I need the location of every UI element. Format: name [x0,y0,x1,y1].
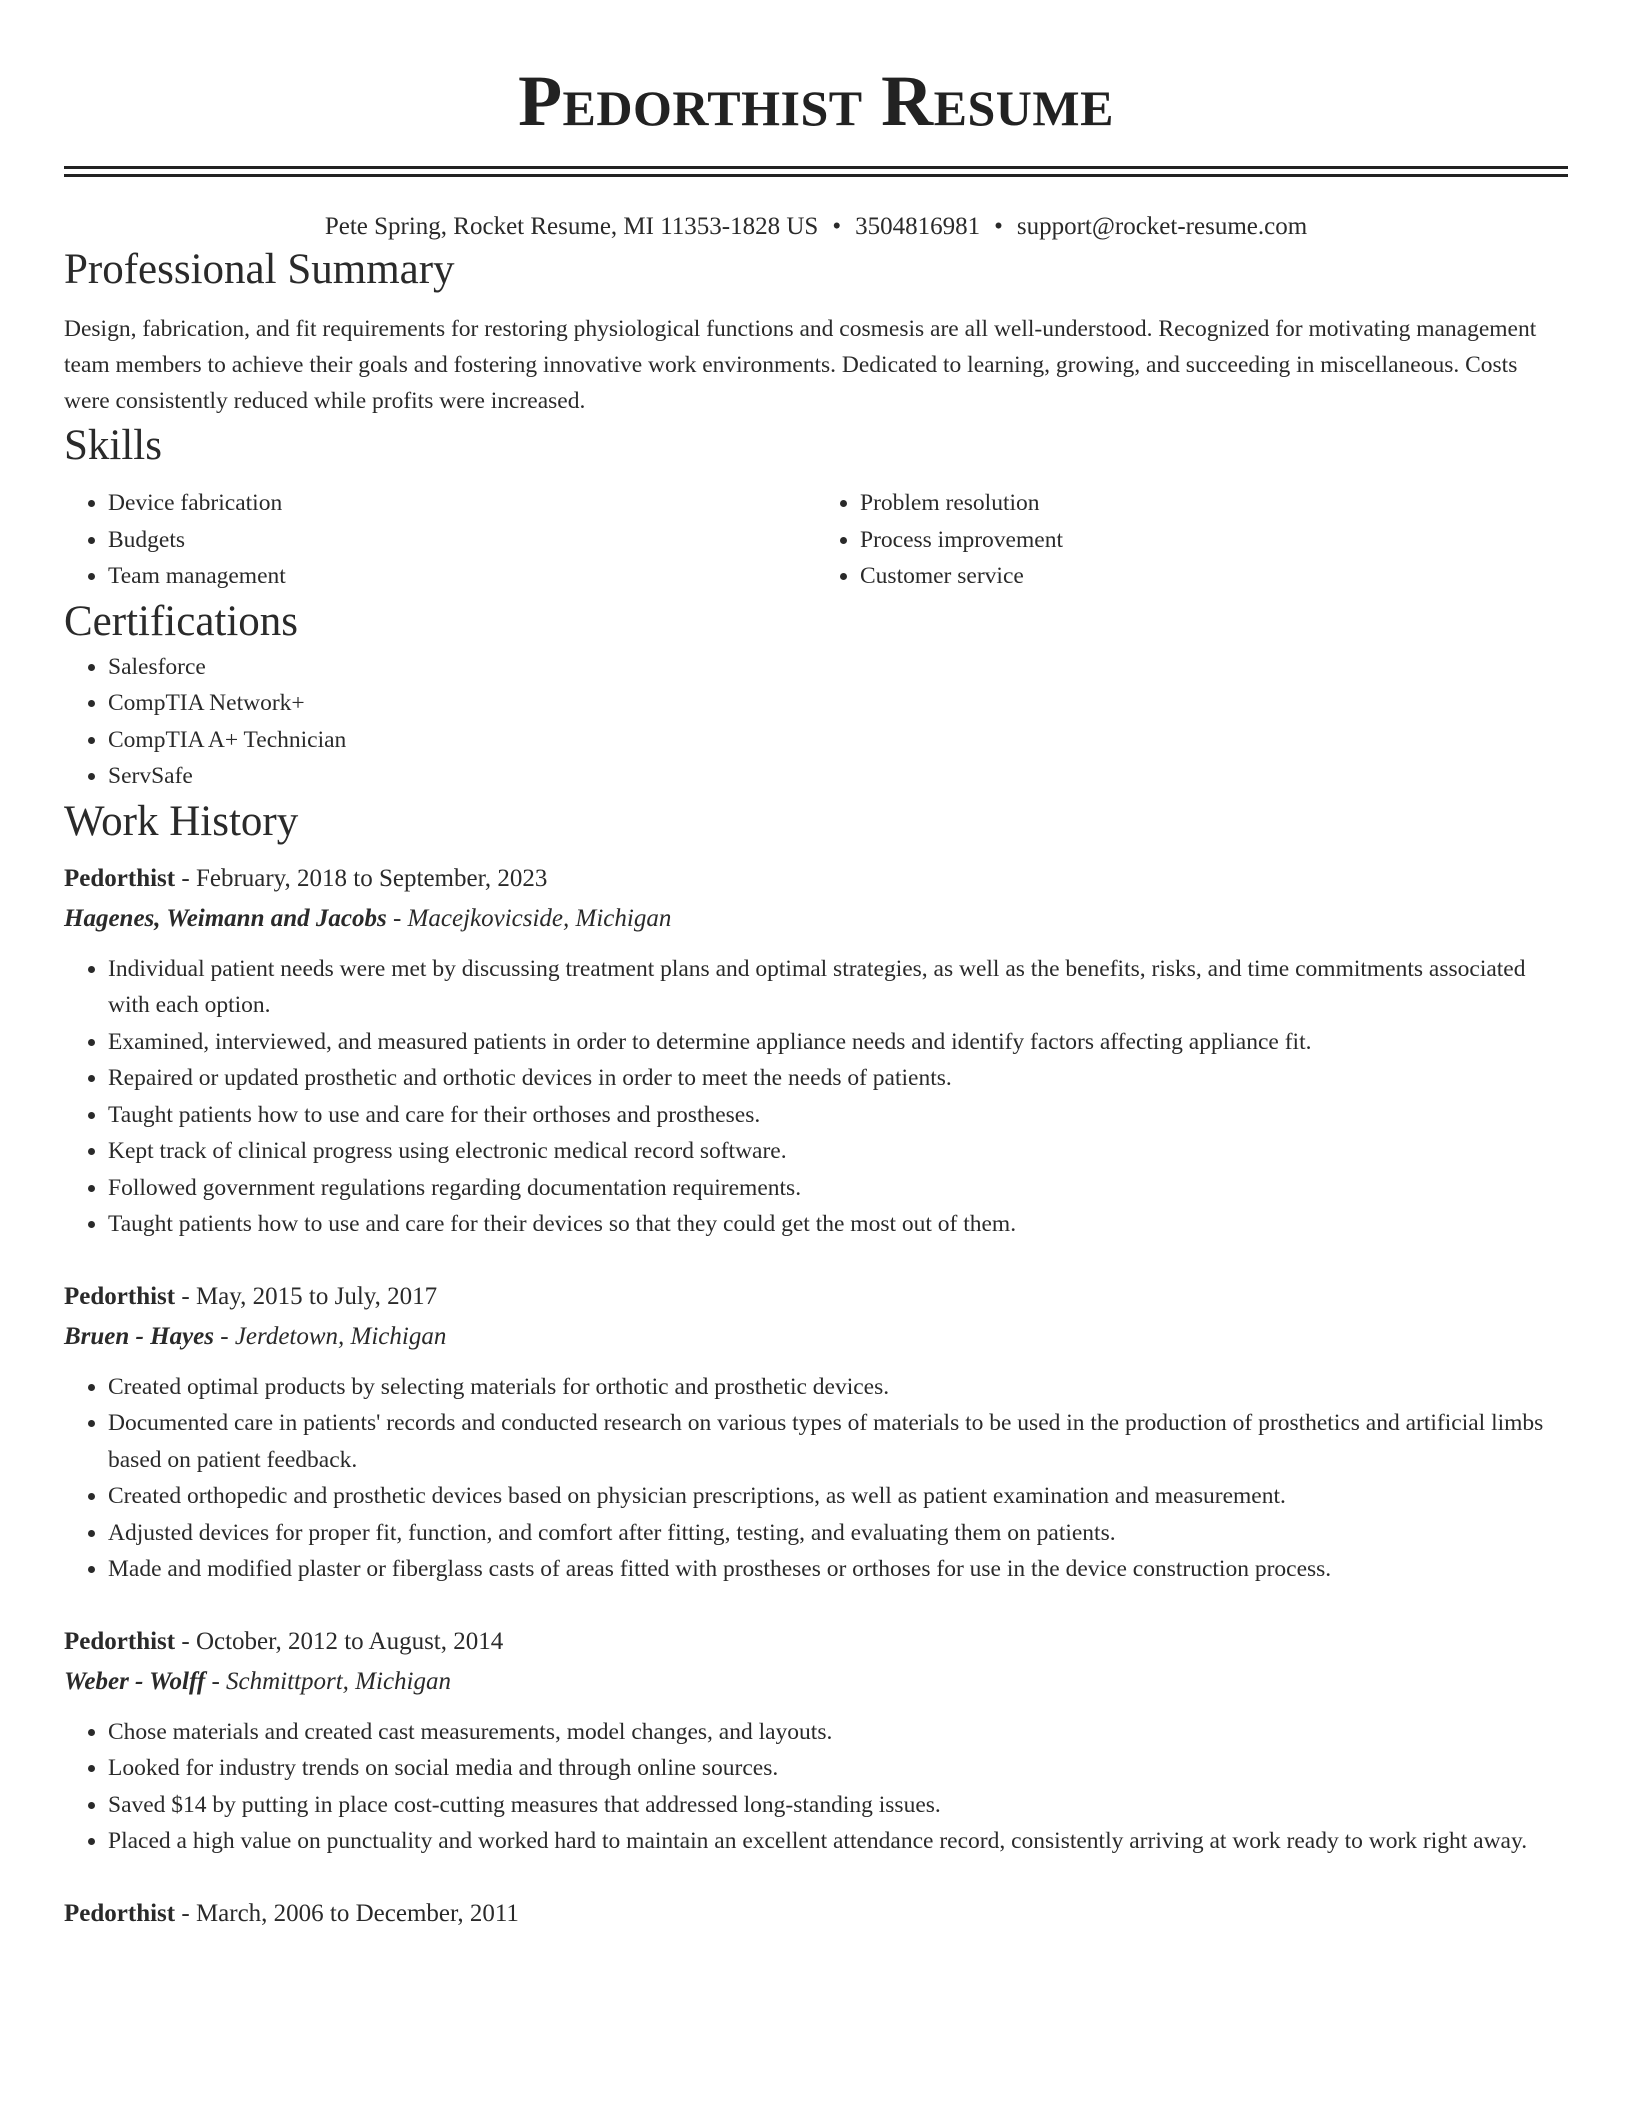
job-dates: May, 2015 to July, 2017 [195,1282,438,1310]
job-company: Hagenes, Weimann and Jacobs [64,904,387,932]
job-title-line: Pedorthist - October, 2012 to August, 2014 [64,1627,504,1655]
certification-item: • CompTIA Network+ [108,685,1568,722]
job-company-line: Hagenes, Weimann and Jacobs - Macejkovicside, Michigan [64,904,672,932]
job-bullet: • Taught patients how to use and care for their orthoses and prostheses. [108,1097,1568,1134]
job-bullet: • Looked for industry trends on social media and through online sources. [108,1750,1568,1787]
contact-separator: • [994,213,1003,240]
job-entry [64,1622,1568,1860]
job-bullet: • Created optimal products by selecting materials for orthotic and prosthetic devices. [108,1369,1568,1406]
contact-address: Pete Spring, Rocket Resume, MI 11353-1828 US [324,213,819,240]
skills-heading: Skills [64,422,162,469]
job-company: Bruen - Hayes [64,1322,214,1350]
contact-line [64,211,1568,243]
title-divider [64,166,1568,177]
job-title: Pedorthist [64,1282,176,1310]
job-bullet: • Made and modified plaster or fiberglass casts of areas fitted with prostheses or orthoses for use in the device construction process. [108,1551,1568,1588]
contact-separator: • [832,213,842,240]
skill-item: • Team management [108,558,816,595]
job-bullet: • Individual patient needs were met by discussing treatment plans and optimal strategies, as well as the benefits, risks, and time commitments associated with each option. [108,951,1568,1024]
skill-item: • Budgets [108,522,816,559]
job-bullet: • Created orthopedic and prosthetic devices based on physician prescriptions, as well as patient examination and measurement. [108,1478,1568,1515]
job-bullets [64,1369,1568,1588]
skills-columns [64,485,1568,595]
skill-item: • Problem resolution [860,485,1568,522]
job-title: Pedorthist [64,1627,176,1655]
job-title-line: Pedorthist - March, 2006 to December, 2011 [64,1899,519,1927]
job-entry [64,859,1568,1243]
job-bullet: • Documented care in patients' records and conducted research on various types of materials to be used in the production of prosthetics and artificial limbs based on patient feedback. [108,1405,1568,1478]
job-bullet: • Placed a high value on punctuality and worked hard to maintain an excellent attendance record, consistently arriving at work ready to work right away. [108,1823,1568,1860]
job-bullet: • Adjusted devices for proper fit, function, and comfort after fitting, testing, and evaluating them on patients. [108,1515,1568,1552]
job-bullet: • Chose materials and created cast measurements, model changes, and layouts. [108,1714,1568,1751]
skill-item: • Customer service [860,558,1568,595]
job-company-line: Bruen - Hayes - Jerdetown, Michigan [64,1322,447,1350]
job-bullet: • Followed government regulations regarding documentation requirements. [108,1170,1568,1207]
summary-heading: Professional Summary [64,246,455,293]
job-bullet: • Taught patients how to use and care for their devices so that they could get the most out of them. [108,1206,1568,1243]
job-company: Weber - Wolff [64,1667,206,1695]
certification-item: • Salesforce [108,649,1568,686]
job-bullet: • Kept track of clinical progress using electronic medical record software. [108,1133,1568,1170]
job-entry [64,1277,1568,1588]
certification-item: • ServSafe [108,758,1568,795]
job-dates: October, 2012 to August, 2014 [195,1627,504,1655]
contact-phone: 3504816981 [855,213,981,240]
certifications-list [64,649,1568,795]
job-title: Pedorthist [64,1899,176,1927]
certifications-heading: Certifications [64,597,299,645]
job-bullets [64,951,1568,1243]
job-company-line: Weber - Wolff - Schmittport, Michigan [64,1667,451,1695]
job-title-line: Pedorthist - February, 2018 to September, 2023 [64,864,548,892]
job-dates: March, 2006 to December, 2011 [195,1899,519,1927]
job-bullets [64,1714,1568,1860]
job-dates: February, 2018 to September, 2023 [195,864,548,892]
work-history-heading: Work History [64,797,299,845]
skills-list-right [816,485,1568,595]
job-location: Schmittport, Michigan [226,1667,451,1695]
job-title: Pedorthist [64,864,176,892]
contact-email: support@rocket-resume.com [1016,213,1308,240]
job-location: Jerdetown, Michigan [234,1322,447,1350]
resume-page [64,0,1568,1934]
resume-title: Pedorthist Resume [518,61,1114,141]
job-bullet: • Repaired or updated prosthetic and orthotic devices in order to meet the needs of patients. [108,1060,1568,1097]
job-bullet: • Saved $14 by putting in place cost-cutting measures that addressed long-standing issues. [108,1787,1568,1824]
skill-item: • Process improvement [860,522,1568,559]
skills-list-left [64,485,816,595]
job-entry [64,1894,1568,1934]
job-title-line: Pedorthist - May, 2015 to July, 2017 [64,1282,438,1310]
summary-text: Design, fabrication, and fit requirements for restoring physiological functions and cosmesis are all well-understood. Recognized for motivating management team members to achieve their goals and fostering innovative work environments. Dedicated to learning, growing, and succeeding in miscellaneous. Costs were consistently reduced while profits were increased. [64,316,1537,414]
job-bullet: • Examined, interviewed, and measured patients in order to determine appliance needs and identify factors affecting appliance fit. [108,1024,1568,1061]
skill-item: • Device fabrication [108,485,816,522]
job-location: Macejkovicside, Michigan [407,904,672,932]
certification-item: • CompTIA A+ Technician [108,722,1568,759]
